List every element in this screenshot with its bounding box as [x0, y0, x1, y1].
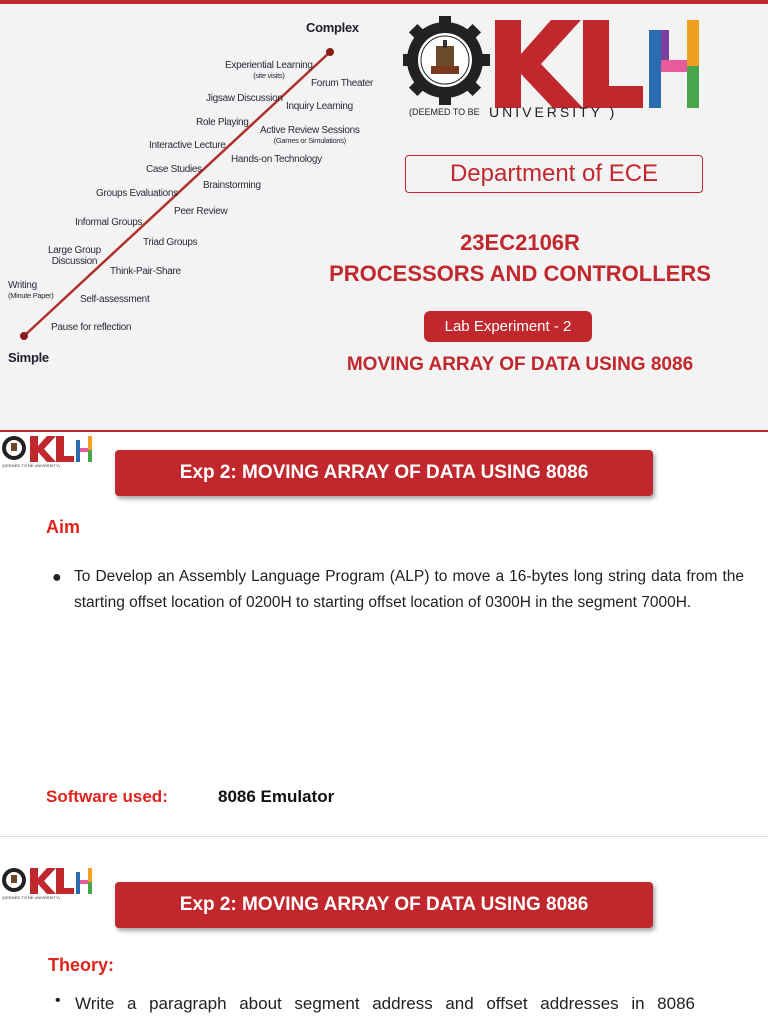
ladder-item: Think-Pair-Share — [110, 266, 181, 277]
experiment-title: MOVING ARRAY OF DATA USING 8086 — [346, 354, 694, 375]
svg-text:(DEEMED TO BE UNIVERSITY): (DEEMED TO BE UNIVERSITY) — [2, 895, 60, 900]
ladder-item: Groups Evaluations — [96, 188, 178, 199]
lab-experiment-badge: Lab Experiment - 2 — [424, 311, 592, 342]
svg-text:(DEEMED TO BE UNIVERSITY): (DEEMED TO BE UNIVERSITY) — [2, 463, 60, 468]
logo-tagline-right: UNIVERSITY ) — [489, 104, 618, 120]
theory-heading: Theory: — [48, 955, 115, 975]
ladder-item: Pause for reflection — [51, 322, 132, 333]
ladder-item: Brainstorming — [203, 180, 261, 191]
ladder-item: Active Review Sessions (Games or Simulations) — [260, 125, 360, 145]
ladder-item: Informal Groups — [75, 217, 143, 228]
software-label: Software used: — [46, 787, 168, 806]
klh-university-logo — [403, 16, 703, 124]
ladder-item: Role Playing — [196, 117, 249, 128]
ladder-item: Experiential Learning (site visits) — [225, 60, 313, 80]
aim-heading: Aim — [46, 517, 81, 537]
institution-emblem-icon — [403, 16, 490, 105]
course-name: PROCESSORS AND CONTROLLERS — [329, 261, 711, 286]
klh-small-logo — [0, 864, 98, 900]
institution-emblem-icon — [2, 868, 26, 892]
institution-emblem-icon — [2, 436, 26, 460]
klh-small-logo — [0, 432, 98, 468]
bullet-dot-icon: ● — [52, 569, 62, 586]
ladder-item: Writing (Minute Paper) — [8, 280, 54, 300]
course-code: 23EC2106R — [460, 230, 580, 255]
software-value: 8086 Emulator — [218, 787, 335, 806]
ladder-item: Self-assessment — [80, 294, 150, 305]
experiment-banner: Exp 2: MOVING ARRAY OF DATA USING 8086 — [115, 450, 653, 496]
complex-endpoint-dot — [326, 48, 334, 56]
slide-separator — [0, 430, 768, 432]
ladder-item: Triad Groups — [143, 237, 198, 248]
ladder-item: Jigsaw Discussion — [206, 93, 283, 104]
simple-endpoint-dot — [20, 332, 28, 340]
ladder-top-label: Complex — [306, 20, 359, 35]
bullet-dot-icon: • — [55, 992, 61, 1009]
department-box: Department of ECE — [405, 155, 703, 193]
ladder-item: Large Group Discussion — [48, 245, 101, 267]
theory-bullet-text: Write a paragraph about segment address and offset addresses in 8086 — [75, 994, 695, 1013]
ladder-bottom-label: Simple — [8, 350, 49, 365]
ladder-item: Peer Review — [174, 206, 228, 217]
ladder-item: Interactive Lecture — [149, 140, 226, 151]
logo-tagline-left: (DEEMED TO BE — [409, 107, 480, 117]
experiment-banner: Exp 2: MOVING ARRAY OF DATA USING 8086 — [115, 882, 653, 928]
slide-separator — [0, 836, 768, 837]
ladder-item: Case Studies — [146, 164, 202, 175]
aim-bullet-text: To Develop an Assembly Language Program (ALP) to move a 16-bytes long string data from the starting offset location of 0200H to starting offset location of 0300H in the segment 7000H. — [74, 568, 744, 611]
ladder-item: Forum Theater — [311, 78, 374, 89]
ladder-item: Inquiry Learning — [286, 101, 353, 112]
ladder-item: Hands-on Technology — [231, 154, 322, 165]
title-slide — [0, 0, 768, 430]
